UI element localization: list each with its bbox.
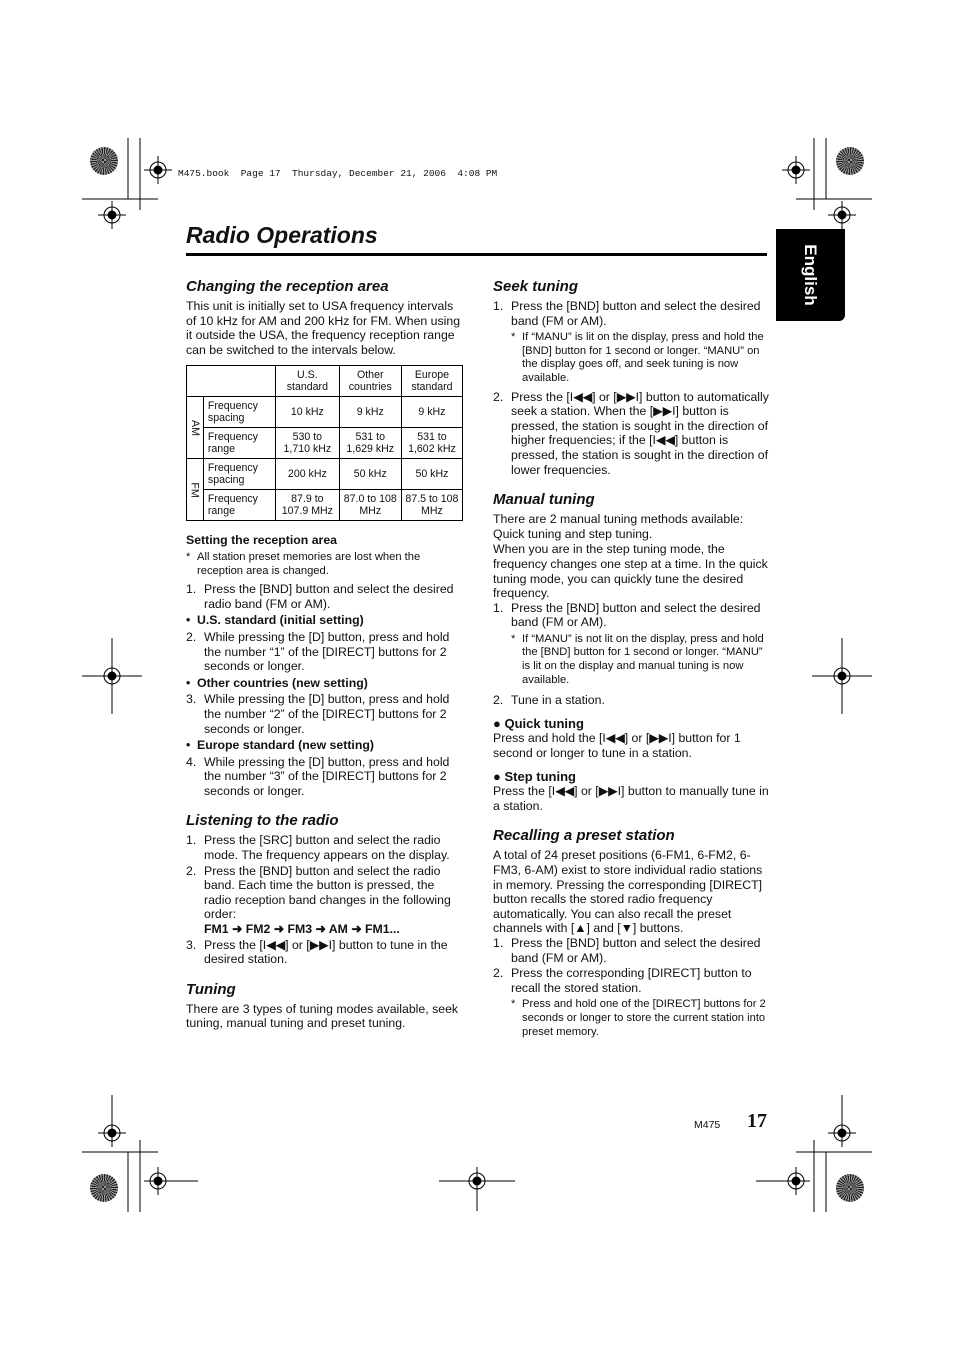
- row-label: Frequency range: [203, 490, 275, 521]
- section-heading: Changing the reception area: [186, 278, 389, 295]
- table-row: [187, 490, 463, 521]
- bullet-label: • Other countries (new setting): [186, 675, 368, 690]
- list-item: 2. Press the corresponding [DIRECT] button to recall the stored station.: [493, 966, 752, 995]
- paragraph: Press and hold the [I◀◀] or [▶▶I] button for 1 second or longer to tune in a station.: [493, 731, 741, 761]
- note: * If “MANU” is lit on the display, press and hold the [BND] button for 1 second or longer. “MANU” on the display goes off, and seek tuning is now available.: [511, 331, 764, 384]
- list-item: 1. Press the [SRC] button and select the radio mode. The frequency appears on the display.: [186, 833, 450, 863]
- list-item: 2. Press the [BND] button and select the radio band. Each time the button is pressed, the radio reception band changes in the following order: FM1 ➜ FM2 ➜ FM3 ➜ AM ➜ FM1...: [186, 863, 451, 937]
- frequency-table: [186, 365, 463, 521]
- row-label: Frequency spacing: [203, 459, 275, 490]
- paragraph: Press the [I◀◀] or [▶▶I] button to manually tune in a station.: [493, 784, 769, 813]
- paragraph: There are 2 manual tuning methods available: Quick tuning and step tuning.: [493, 512, 744, 541]
- paragraph: When you are in the step tuning mode, the frequency changes one step at a time. In the quick tuning mode, you can quickly tune the desired frequency.: [493, 542, 768, 601]
- steps-list: [493, 693, 771, 708]
- paragraph: This unit is initially set to USA frequency intervals of 10 kHz for AM and 200 kHz for FM. When using it outside the USA, the frequency reception range can be switched to the intervals below.: [186, 299, 461, 357]
- section-seek-tuning: [493, 278, 771, 477]
- list-item: 3. Press the [I◀◀] or [▶▶I] button to tune in the desired station.: [186, 937, 448, 967]
- list-item: 2. Press the [I◀◀] or [▶▶I] button to automatically seek a station. When the [▶▶I] button is pressed, the station is sought in the direction of higher frequencies; if the [I◀◀] button is pressed, the station is sought in the direction of lower frequencies.: [493, 389, 769, 477]
- language-tab-label: English: [801, 244, 820, 306]
- list-item: 4. While pressing the [D] button, press and hold the number “3” of the [DIRECT] buttons for 2 seconds or longer.: [186, 754, 450, 798]
- table-cell: 531 to 1,602 kHz: [401, 428, 462, 459]
- section-heading: Manual tuning: [493, 491, 595, 509]
- list-item: 1. Press the [BND] button and select the desired radio band (FM or AM).: [186, 582, 454, 611]
- note: * All station preset memories are lost when the reception area is changed.: [186, 550, 421, 577]
- bullet-label: • U.S. standard (initial setting): [186, 613, 364, 628]
- list-item: 3. While pressing the [D] button, press and hold the number “2” of the [DIRECT] buttons for 2 seconds or longer.: [186, 692, 450, 736]
- steps-list: [493, 601, 771, 630]
- subheading-quick-tuning: ● Quick tuning: [493, 715, 584, 731]
- print-header-line: M475.book Page 17 Thursday, December 21, 2006 4:08 PM: [178, 168, 498, 179]
- steps-list: [493, 299, 771, 328]
- section-tuning: [186, 981, 464, 1031]
- list-item: 2. While pressing the [D] button, press and hold the number “1” of the [DIRECT] buttons for 2 seconds or longer.: [186, 629, 450, 674]
- section-recalling-preset: [493, 827, 771, 1039]
- page-title: Radio Operations: [186, 222, 378, 248]
- row-label: Frequency range: [203, 428, 275, 459]
- list-item: 1. Press the [BND] button and select the desired band (FM or AM).: [493, 935, 761, 965]
- table-cell: 87.9 to 107.9 MHz: [276, 490, 340, 521]
- note: * If “MANU” is not lit on the display, press and hold the [BND] button for 1 second or longer. “MANU” is lit on the display and manual tuning is now available.: [511, 632, 764, 686]
- table-header: Other countries: [339, 366, 401, 397]
- band-sequence: FM1 ➜ FM2 ➜ FM3 ➜ AM ➜ FM1...: [204, 922, 400, 937]
- model-number: M475: [694, 1119, 721, 1131]
- section-manual-tuning: [493, 491, 771, 813]
- table-row: [187, 397, 463, 428]
- page-number: 17: [747, 1110, 767, 1132]
- table-cell: 10 kHz: [276, 397, 340, 428]
- table-row: [187, 428, 463, 459]
- subheading-step-tuning: ● Step tuning: [493, 768, 576, 784]
- section-changing-reception-area: [186, 278, 464, 798]
- list-item: 2. Tune in a station.: [493, 693, 605, 708]
- table-cell: 50 kHz: [401, 459, 462, 490]
- subheading: Setting the reception area: [186, 533, 338, 548]
- table-cell: 530 to 1,710 kHz: [276, 428, 340, 459]
- band-label-am: AM: [187, 397, 204, 459]
- table-cell: 50 kHz: [339, 459, 401, 490]
- steps-list: [186, 755, 464, 799]
- paragraph: There are 3 types of tuning modes available, seek tuning, manual tuning and preset tuning.: [186, 1001, 459, 1031]
- language-tab: [776, 229, 845, 321]
- steps-list: [186, 630, 464, 674]
- section-heading: Seek tuning: [493, 278, 579, 295]
- bullet-label: • Europe standard (new setting): [186, 738, 374, 753]
- table-corner: [187, 366, 276, 397]
- section-listening: [186, 812, 464, 966]
- list-item: 1. Press the [BND] button and select the desired band (FM or AM).: [493, 600, 761, 630]
- section-heading: Listening to the radio: [186, 812, 339, 830]
- paragraph: A total of 24 preset positions (6-FM1, 6-FM2, 6-FM3, 6-AM) exist to store individual radio stations in memory. Pressing the corresponding [DIRECT] button recalls the stored radio frequency automatically. You can also recall the preset channels with [▲] and [▼] buttons.: [493, 848, 763, 936]
- list-item: 1. Press the [BND] button and select the desired band (FM or AM).: [493, 299, 761, 328]
- table-cell: 200 kHz: [276, 459, 340, 490]
- table-cell: 531 to 1,629 kHz: [339, 428, 401, 459]
- table-cell: 87.0 to 108 MHz: [339, 490, 401, 521]
- table-cell: 9 kHz: [339, 397, 401, 428]
- steps-list: [186, 692, 464, 736]
- steps-list: [493, 390, 771, 478]
- right-column: [493, 278, 771, 1043]
- steps-list: [186, 833, 464, 966]
- table-row: [187, 459, 463, 490]
- title-underline: [186, 253, 767, 256]
- note: * Press and hold one of the [DIRECT] buttons for 2 seconds or longer to store the current station into preset memory.: [511, 998, 766, 1038]
- table-header: U.S. standard: [276, 366, 340, 397]
- row-label: Frequency spacing: [203, 397, 275, 428]
- table-cell: 9 kHz: [401, 397, 462, 428]
- section-heading: Tuning: [186, 980, 236, 998]
- band-label-fm: FM: [187, 459, 204, 521]
- steps-list: [186, 582, 464, 611]
- table-cell: 87.5 to 108 MHz: [401, 490, 462, 521]
- left-column: [186, 278, 464, 1031]
- section-heading: Recalling a preset station: [493, 827, 675, 845]
- table-header: Europe standard: [401, 366, 462, 397]
- steps-list: [493, 936, 771, 995]
